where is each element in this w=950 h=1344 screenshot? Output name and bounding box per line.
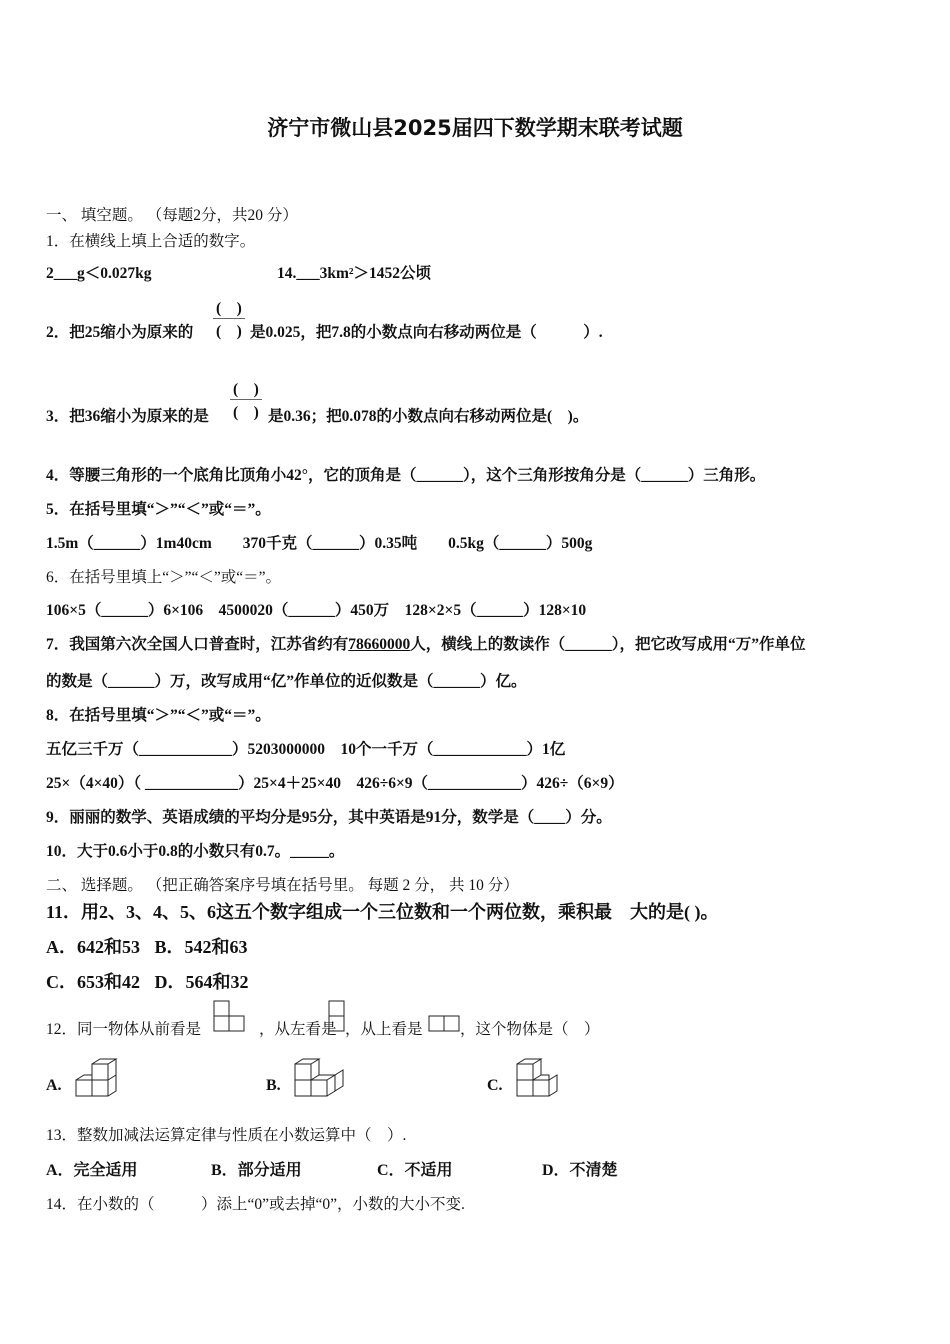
option-b[interactable] — [211, 1157, 302, 1180]
option-b[interactable]: B．542和63 — [154, 937, 248, 957]
question-11-options-1 — [46, 933, 248, 959]
question-12-part3: ，从上看是 — [345, 1021, 423, 1038]
question-3-fraction — [230, 377, 262, 422]
cube-figure-c-icon[interactable] — [515, 1058, 559, 1100]
question-8-line1: 五亿三千万（____________）5203000000 10个一千万（____________）1亿 — [46, 741, 566, 758]
question-2-text: 2．把25缩小为原来的 — [46, 324, 194, 341]
option-a[interactable]: A．642和53 — [46, 937, 140, 957]
question-2-before — [46, 320, 193, 342]
option-a[interactable] — [46, 1157, 138, 1180]
question-5-line: 1.5m（______）1m40cm 370千克（______）0.35吨 0.5kg（______）500g — [46, 535, 593, 552]
question-1: 1．在横线上填上合适的数字。 — [46, 233, 256, 250]
question-7-before: 7．我国第六次全国人口普查时，江苏省约有 — [46, 636, 349, 653]
top-view-icon — [428, 1015, 460, 1032]
question-2-fraction — [213, 296, 245, 341]
option-a-label: A．完全适用 — [46, 1162, 138, 1179]
option-c[interactable]: C. — [487, 1077, 503, 1094]
fraction-denominator: ( ) — [216, 323, 242, 340]
fraction-numerator: ( ) — [213, 296, 245, 319]
question-6: 6．在括号里填上“＞”“＜”或“＝”。 — [46, 569, 282, 586]
option-d[interactable]: D．564和32 — [154, 972, 249, 992]
option-b-label: B．部分适用 — [211, 1162, 302, 1179]
question-12-part1: 12．同一物体从前看是 — [46, 1021, 202, 1038]
question-8: 8．在括号里填“＞”“＜”或“＝”。 — [46, 707, 271, 724]
option-d[interactable] — [542, 1157, 618, 1180]
option-d-label: D．不清楚 — [542, 1162, 618, 1179]
option-b[interactable]: B. — [266, 1077, 281, 1094]
question-14: 14．在小数的（ ）添上“0”或去掉“0”，小数的大小不变. — [46, 1196, 465, 1213]
option-c[interactable]: C．653和42 — [46, 972, 140, 992]
question-9: 9．丽丽的数学、英语成绩的平均分是95分，其中英语是91分，数学是（____）分。 — [46, 809, 612, 826]
question-12-part2: ，从左看是 — [259, 1021, 337, 1038]
question-2-after: 是0.025，把7.8的小数点向右移动两位是（ ）. — [250, 324, 603, 341]
question-5: 5．在括号里填“＞”“＜”或“＝”。 — [46, 501, 271, 518]
fraction-numerator: ( ) — [230, 377, 262, 400]
question-6-line: 106×5（______）6×106 4500020（______）450万 128×2×5（______）128×10 — [46, 602, 587, 619]
question-7-line2: 的数是（______）万，改写成用“亿”作单位的近似数是（______）亿。 — [46, 673, 527, 690]
option-c[interactable] — [377, 1157, 453, 1180]
section2-heading: 二、 选择题。 （把正确答案序号填在括号里。 每题 2 分， 共 10 分） — [46, 877, 519, 894]
option-a[interactable]: A. — [46, 1077, 62, 1094]
question-11-options-2 — [46, 968, 249, 994]
question-11: 11．用2、3、4、5、6这五个数字组成一个三位数和一个两位数，乘积最 大的是( )。 — [46, 902, 719, 922]
option-c-label: C．不适用 — [377, 1162, 453, 1179]
question-10: 10．大于0.6小于0.8的小数只有0.7。_____。 — [46, 843, 345, 860]
question-4: 4．等腰三角形的一个底角比顶角小42°，它的顶角是（______），这个三角形按角分是（______）三角形。 — [46, 467, 766, 484]
question-1-b: 14.___3km²＞1452公顷 — [277, 265, 432, 282]
question-3-before: 3．把36缩小为原来的是 — [46, 408, 209, 425]
question-13: 13．整数加减法运算定律与性质在小数运算中（ ）. — [46, 1127, 407, 1144]
section1-heading: 一、 填空题。 （每题2分，共20 分） — [46, 207, 298, 224]
fraction-denominator: ( ) — [233, 404, 259, 421]
question-12-part4: ，这个物体是（ ） — [460, 1021, 600, 1038]
question-3-after: 是0.36；把0.078的小数点向右移动两位是( )。 — [268, 408, 589, 425]
page-title: 济宁市微山县2025届四下数学期末联考试题 — [267, 116, 683, 140]
question-7-after: 人，横线上的数读作（______），把它改写成用“万”作单位 — [410, 636, 806, 653]
left-view-icon — [328, 1000, 346, 1032]
question-1-a: 2___g＜0.027kg — [46, 265, 152, 282]
cube-figure-b-icon[interactable] — [293, 1058, 345, 1100]
question-8-line2: 25×（4×40）（ ____________）25×4＋25×40 426÷6×9（____________）426÷（6×9） — [46, 775, 624, 792]
question-7 — [46, 632, 806, 654]
front-view-icon — [213, 1000, 245, 1032]
cube-figure-a-icon[interactable] — [74, 1058, 118, 1100]
question-7-number: 78660000 — [348, 636, 411, 653]
